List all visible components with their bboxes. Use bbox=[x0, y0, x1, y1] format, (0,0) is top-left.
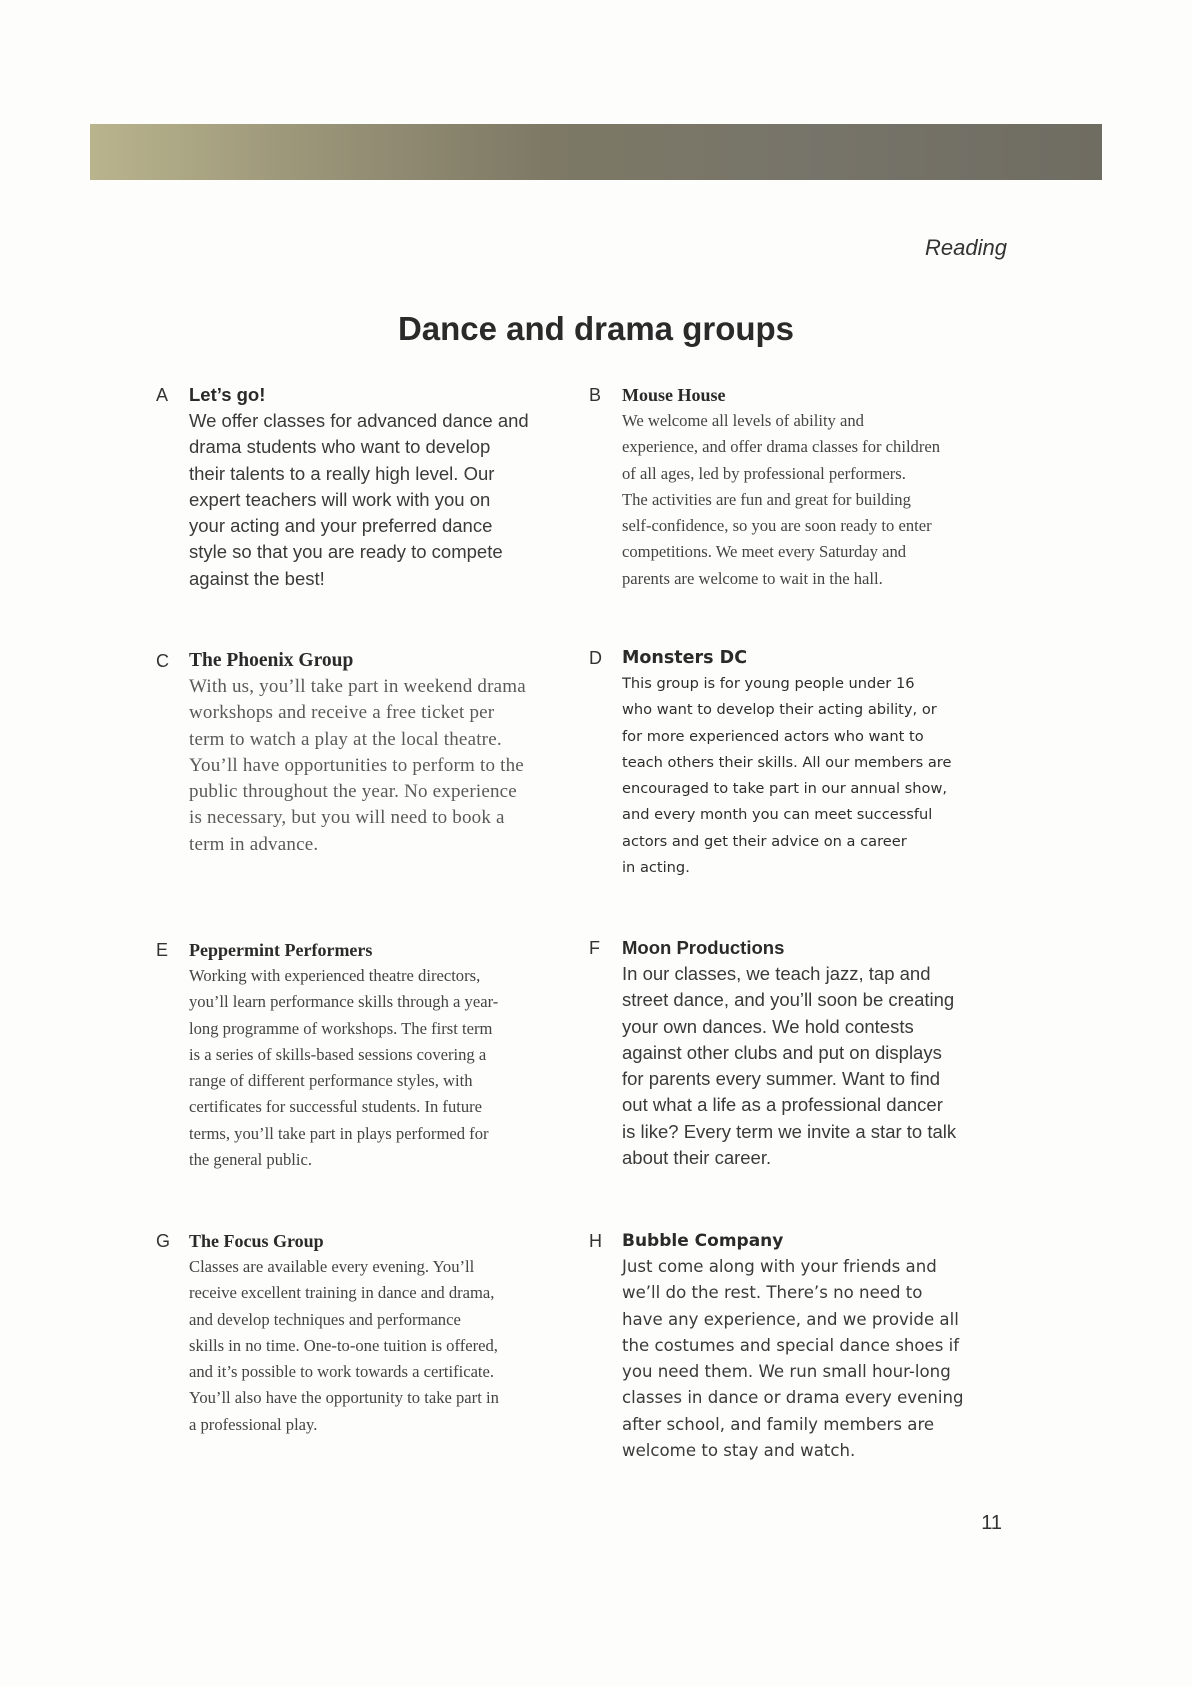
entry-letter: G bbox=[156, 1231, 171, 1251]
header-band bbox=[90, 124, 1102, 180]
entry-line: we’ll do the rest. There’s no need to bbox=[622, 1283, 923, 1303]
entry-body bbox=[622, 671, 1012, 881]
entry-line: against the best! bbox=[189, 567, 325, 589]
entry-body bbox=[189, 1254, 569, 1438]
entry-f bbox=[589, 935, 1012, 1171]
entry-g bbox=[156, 1228, 569, 1438]
entry-line: actors and get their advice on a career bbox=[622, 832, 907, 850]
entry-b bbox=[589, 382, 1012, 592]
entry-name: The Focus Group bbox=[189, 1231, 324, 1251]
entry-c bbox=[156, 648, 569, 858]
entry-line: after school, and family members are bbox=[622, 1414, 935, 1434]
entry-line: have any experience, and we provide all bbox=[622, 1309, 959, 1329]
entry-line: street dance, and you’ll soon be creating bbox=[622, 989, 955, 1011]
entry-line: competitions. We meet every Saturday and bbox=[622, 542, 907, 562]
entry-line: range of different performance styles, with bbox=[189, 1071, 473, 1091]
entry-line: is a series of skills-based sessions covering a bbox=[189, 1044, 487, 1064]
entry-line: long programme of workshops. The first term bbox=[189, 1018, 493, 1038]
entry-line: Just come along with your friends and bbox=[622, 1257, 937, 1276]
entry-line: and develop techniques and performance bbox=[189, 1309, 461, 1329]
entry-line: experience, and offer drama classes for children bbox=[622, 437, 941, 457]
entry-d bbox=[589, 645, 1012, 881]
entry-line: about their career. bbox=[622, 1147, 772, 1169]
entry-body bbox=[189, 408, 569, 592]
entry-line: in acting. bbox=[622, 859, 690, 877]
entry-name: Mouse House bbox=[622, 385, 726, 405]
entry-body bbox=[622, 408, 1012, 592]
entry-line: who want to develop their acting ability, or bbox=[622, 701, 937, 719]
entry-line: With us, you’ll take part in weekend drama bbox=[189, 676, 526, 697]
entry-letter: C bbox=[156, 651, 169, 671]
entry-line: The activities are fun and great for building bbox=[622, 489, 911, 509]
page-title: Dance and drama groups bbox=[397, 310, 795, 347]
section-label: Reading bbox=[925, 235, 1007, 260]
entry-line: drama students who want to develop bbox=[189, 436, 491, 458]
entry-line: their talents to a really high level. Our bbox=[189, 462, 495, 484]
entry-line: a professional play. bbox=[189, 1414, 318, 1434]
entry-line: style so that you are ready to compete bbox=[189, 541, 503, 563]
entry-body bbox=[622, 961, 1012, 1171]
entry-name: Monsters DC bbox=[622, 648, 748, 668]
page-number: 11 bbox=[981, 1512, 1002, 1534]
entry-line: welcome to stay and watch. bbox=[622, 1441, 856, 1461]
entry-line: of all ages, led by professional performers. bbox=[622, 463, 906, 483]
entry-name: Moon Productions bbox=[622, 937, 785, 958]
entry-line: against other clubs and put on displays bbox=[622, 1041, 942, 1063]
entry-line: We offer classes for advanced dance and bbox=[189, 410, 529, 431]
entry-name: The Phoenix Group bbox=[189, 650, 354, 671]
entry-letter: H bbox=[589, 1231, 602, 1251]
entry-line: Working with experienced theatre directors, bbox=[189, 966, 481, 985]
entry-letter: E bbox=[156, 940, 169, 960]
entry-letter: F bbox=[589, 938, 600, 958]
entry-line: terms, you’ll take part in plays performed for bbox=[189, 1123, 489, 1143]
entry-line: receive excellent training in dance and drama, bbox=[189, 1283, 495, 1303]
entry-line: encouraged to take part in our annual show, bbox=[622, 780, 948, 798]
entry-line: you need them. We run small hour-long bbox=[622, 1362, 951, 1382]
entry-line: for more experienced actors who want to bbox=[622, 727, 924, 745]
entry-line: teach others their skills. All our members are bbox=[622, 753, 952, 771]
entry-line: your acting and your preferred dance bbox=[189, 515, 493, 537]
entry-line: In our classes, we teach jazz, tap and bbox=[622, 963, 931, 984]
entry-line: for parents every summer. Want to find bbox=[622, 1068, 941, 1090]
entry-name: Bubble Company bbox=[622, 1231, 784, 1251]
entry-line: Classes are available every evening. You’ll bbox=[189, 1257, 475, 1276]
entry-line: your own dances. We hold contests bbox=[622, 1015, 914, 1037]
entry-line: and every month you can meet successful bbox=[622, 806, 933, 824]
entry-line: out what a life as a professional dancer bbox=[622, 1094, 943, 1116]
entry-line: You’ll have opportunities to perform to the bbox=[189, 754, 524, 776]
entry-letter: A bbox=[156, 385, 169, 405]
entry-body bbox=[189, 674, 569, 858]
entry-body bbox=[622, 1254, 1012, 1464]
entry-letter: D bbox=[589, 648, 602, 668]
entry-line: you’ll learn performance skills through a year- bbox=[189, 992, 499, 1012]
entry-line: the costumes and special dance shoes if bbox=[622, 1335, 960, 1355]
entry-line: term to watch a play at the local theatre. bbox=[189, 728, 502, 750]
entry-line: certificates for successful students. In future bbox=[189, 1097, 483, 1117]
entry-line: the general public. bbox=[189, 1150, 313, 1170]
entry-line: workshops and receive a free ticket per bbox=[189, 702, 495, 724]
entry-line: This group is for young people under 16 bbox=[622, 675, 915, 692]
entry-line: is like? Every term we invite a star to talk bbox=[622, 1120, 957, 1142]
entry-a bbox=[156, 382, 569, 592]
entry-letter: B bbox=[589, 385, 602, 405]
entry-line: term in advance. bbox=[189, 833, 319, 855]
entry-line: is necessary, but you will need to book a bbox=[189, 807, 505, 829]
entry-name: Peppermint Performers bbox=[189, 940, 373, 960]
entry-line: public throughout the year. No experience bbox=[189, 781, 517, 803]
entry-line: self-confidence, so you are soon ready to enter bbox=[622, 516, 932, 536]
entry-line: expert teachers will work with you on bbox=[189, 488, 491, 510]
entry-name: Let’s go! bbox=[189, 384, 266, 405]
entry-body bbox=[189, 963, 569, 1173]
entry-line: We welcome all levels of ability and bbox=[622, 411, 864, 430]
entry-line: parents are welcome to wait in the hall. bbox=[622, 568, 883, 588]
entry-line: You’ll also have the opportunity to take part in bbox=[189, 1388, 499, 1408]
entry-line: skills in no time. One-to-one tuition is offered, bbox=[189, 1335, 498, 1355]
entry-e bbox=[156, 937, 569, 1173]
entry-line: classes in dance or drama every evening bbox=[622, 1388, 964, 1408]
entry-h bbox=[589, 1228, 1012, 1464]
entry-line: and it’s possible to work towards a certificate. bbox=[189, 1362, 495, 1382]
